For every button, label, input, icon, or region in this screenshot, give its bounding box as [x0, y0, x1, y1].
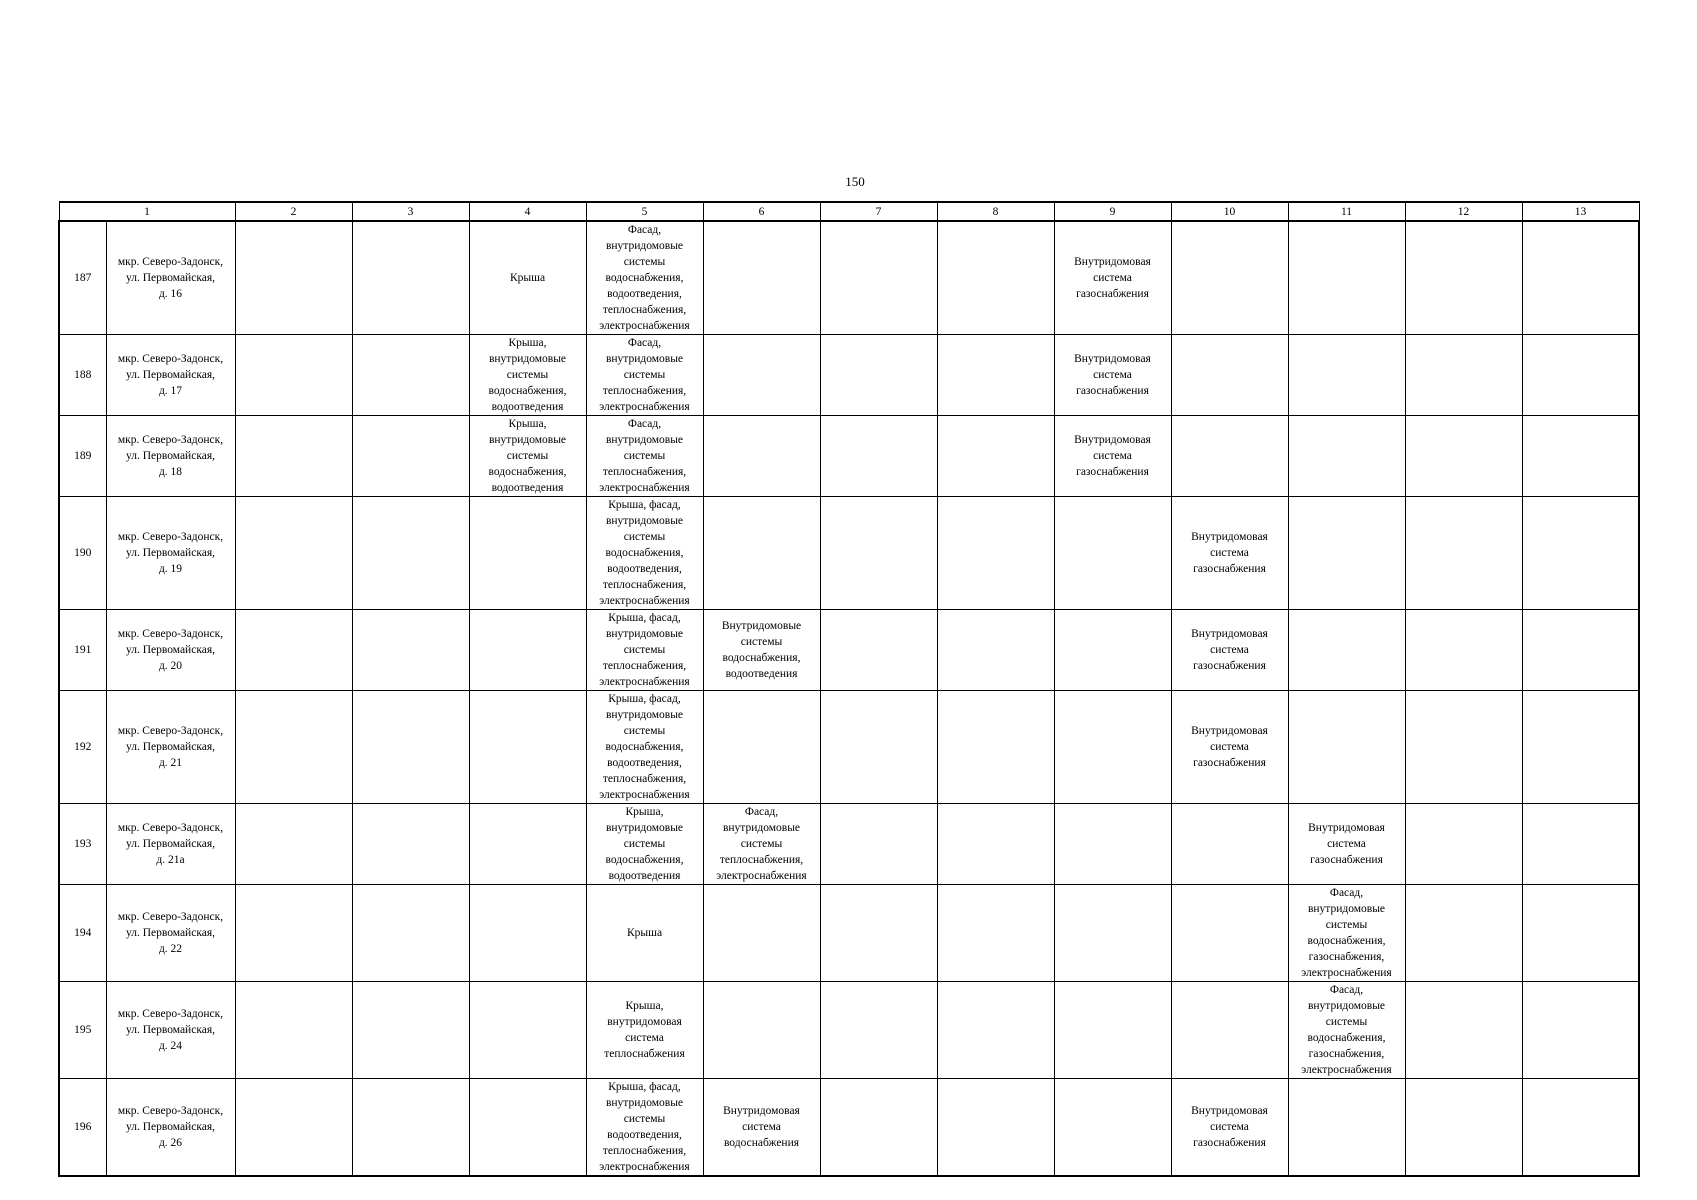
col3-cell	[352, 610, 469, 691]
col6-cell	[703, 1079, 820, 1177]
cell-text: Фасад, внутридомовые системы водоснабжения, водоотведения, теплоснабжения, электроснабжения	[599, 224, 690, 332]
cell-text: Фасад, внутридомовые системы водоснабжения, газоснабжения, электроснабжения	[1301, 887, 1392, 979]
table-row	[59, 610, 1639, 691]
col13-cell	[1522, 982, 1639, 1079]
col3-cell	[352, 221, 469, 335]
table-row	[59, 1079, 1639, 1177]
col7-cell	[820, 982, 937, 1079]
cell-text: Внутридомовая система газоснабжения	[1074, 256, 1151, 300]
col10-cell	[1171, 691, 1288, 804]
col5-cell	[586, 885, 703, 982]
row-number-cell	[59, 885, 106, 982]
col9-cell	[1054, 497, 1171, 610]
col8-cell	[937, 335, 1054, 416]
cell-text: 192	[74, 741, 92, 753]
col10-cell	[1171, 885, 1288, 982]
col2-cell	[235, 885, 352, 982]
column-header: 8	[937, 202, 1054, 221]
repair-schedule-table	[58, 201, 1640, 1177]
cell-text: Крыша, фасад, внутридомовые системы водоотведения, теплоснабжения, электроснабжения	[599, 1081, 690, 1173]
cell-text: 190	[74, 547, 92, 559]
cell-text: 194	[74, 927, 92, 939]
cell-text: Крыша, внутридомовые системы водоснабжения, водоотведения	[488, 418, 567, 494]
cell-text: Внутридомовая система газоснабжения	[1191, 628, 1268, 672]
col13-cell	[1522, 885, 1639, 982]
col11-cell	[1288, 497, 1405, 610]
col9-cell	[1054, 885, 1171, 982]
col5-cell	[586, 221, 703, 335]
col4-cell	[469, 497, 586, 610]
col5-cell	[586, 982, 703, 1079]
row-number-cell	[59, 610, 106, 691]
cell-text: Крыша	[626, 927, 663, 939]
col12-cell	[1405, 1079, 1522, 1177]
table-row	[59, 497, 1639, 610]
row-number-cell	[59, 335, 106, 416]
table-row	[59, 982, 1639, 1079]
col10-cell	[1171, 1079, 1288, 1177]
cell-text: 187	[74, 272, 92, 284]
col11-cell	[1288, 982, 1405, 1079]
col13-cell	[1522, 691, 1639, 804]
table-row	[59, 416, 1639, 497]
col8-cell	[937, 497, 1054, 610]
col7-cell	[820, 1079, 937, 1177]
col4-cell	[469, 335, 586, 416]
column-header: 5	[586, 202, 703, 221]
col3-cell	[352, 982, 469, 1079]
col13-cell	[1522, 610, 1639, 691]
col12-cell	[1405, 416, 1522, 497]
col5-cell	[586, 804, 703, 885]
column-header: 9	[1054, 202, 1171, 221]
cell-text: 193	[74, 838, 92, 850]
col8-cell	[937, 804, 1054, 885]
cell-text: Внутридомовая система газоснабжения	[1191, 1105, 1268, 1149]
col12-cell	[1405, 610, 1522, 691]
col5-cell	[586, 497, 703, 610]
col6-cell	[703, 610, 820, 691]
table-row	[59, 885, 1639, 982]
col11-cell	[1288, 221, 1405, 335]
cell-text: мкр. Северо-Задонск, ул. Первомайская, д. 21а	[117, 822, 224, 866]
col5-cell	[586, 416, 703, 497]
col3-cell	[352, 885, 469, 982]
row-number-cell	[59, 691, 106, 804]
cell-text: Внутридомовая система водоснабжения	[723, 1105, 800, 1149]
address-cell	[106, 804, 235, 885]
col7-cell	[820, 804, 937, 885]
cell-text: мкр. Северо-Задонск, ул. Первомайская, д. 19	[117, 531, 224, 575]
col9-cell	[1054, 416, 1171, 497]
col6-cell	[703, 885, 820, 982]
cell-text: 189	[74, 450, 92, 462]
col9-cell	[1054, 982, 1171, 1079]
page-number: 150	[845, 174, 865, 189]
col7-cell	[820, 885, 937, 982]
address-cell	[106, 221, 235, 335]
col8-cell	[937, 610, 1054, 691]
col9-cell	[1054, 691, 1171, 804]
col5-cell	[586, 610, 703, 691]
col8-cell	[937, 1079, 1054, 1177]
col6-cell	[703, 497, 820, 610]
col8-cell	[937, 221, 1054, 335]
row-number-cell	[59, 497, 106, 610]
col13-cell	[1522, 497, 1639, 610]
col7-cell	[820, 335, 937, 416]
col4-cell	[469, 982, 586, 1079]
address-cell	[106, 335, 235, 416]
col4-cell	[469, 221, 586, 335]
cell-text: Внутридомовые системы водоснабжения, водоотведения	[721, 620, 802, 680]
col8-cell	[937, 416, 1054, 497]
col13-cell	[1522, 1079, 1639, 1177]
column-header: 13	[1522, 202, 1639, 221]
column-header: 12	[1405, 202, 1522, 221]
col13-cell	[1522, 804, 1639, 885]
col2-cell	[235, 221, 352, 335]
column-header: 1	[59, 202, 235, 221]
cell-text: 188	[74, 369, 92, 381]
col11-cell	[1288, 804, 1405, 885]
col2-cell	[235, 497, 352, 610]
col6-cell	[703, 982, 820, 1079]
col3-cell	[352, 497, 469, 610]
table-row	[59, 804, 1639, 885]
col7-cell	[820, 610, 937, 691]
col2-cell	[235, 335, 352, 416]
cell-text: Крыша, внутридомовые системы водоснабжения, водоотведения	[605, 806, 684, 882]
cell-text: мкр. Северо-Задонск, ул. Первомайская, д. 16	[117, 256, 224, 300]
col9-cell	[1054, 221, 1171, 335]
cell-text: 196	[74, 1121, 92, 1133]
col9-cell	[1054, 804, 1171, 885]
row-number-cell	[59, 1079, 106, 1177]
table-row	[59, 221, 1639, 335]
col3-cell	[352, 335, 469, 416]
cell-text: мкр. Северо-Задонск, ул. Первомайская, д. 22	[117, 911, 224, 955]
col2-cell	[235, 804, 352, 885]
col12-cell	[1405, 982, 1522, 1079]
column-header: 7	[820, 202, 937, 221]
col10-cell	[1171, 221, 1288, 335]
row-number-cell	[59, 221, 106, 335]
col3-cell	[352, 416, 469, 497]
row-number-cell	[59, 804, 106, 885]
address-cell	[106, 416, 235, 497]
col2-cell	[235, 610, 352, 691]
cell-text: Фасад, внутридомовые системы водоснабжения, газоснабжения, электроснабжения	[1301, 984, 1392, 1076]
column-header: 3	[352, 202, 469, 221]
cell-text: Крыша, фасад, внутридомовые системы водоснабжения, водоотведения, теплоснабжения, электроснабжения	[599, 693, 690, 801]
cell-text: мкр. Северо-Задонск, ул. Первомайская, д. 24	[117, 1008, 224, 1052]
address-cell	[106, 610, 235, 691]
cell-text: Внутридомовая система газоснабжения	[1074, 353, 1151, 397]
column-header: 10	[1171, 202, 1288, 221]
col10-cell	[1171, 610, 1288, 691]
cell-text: Крыша, фасад, внутридомовые системы водоснабжения, водоотведения, теплоснабжения, электроснабжения	[599, 499, 690, 607]
col10-cell	[1171, 335, 1288, 416]
col5-cell	[586, 335, 703, 416]
col12-cell	[1405, 497, 1522, 610]
col7-cell	[820, 497, 937, 610]
col6-cell	[703, 416, 820, 497]
col8-cell	[937, 885, 1054, 982]
address-cell	[106, 1079, 235, 1177]
cell-text: Внутридомовая система газоснабжения	[1308, 822, 1385, 866]
row-number-cell	[59, 416, 106, 497]
col8-cell	[937, 691, 1054, 804]
row-number-cell	[59, 982, 106, 1079]
col6-cell	[703, 804, 820, 885]
col11-cell	[1288, 335, 1405, 416]
col10-cell	[1171, 497, 1288, 610]
col10-cell	[1171, 416, 1288, 497]
col4-cell	[469, 610, 586, 691]
col7-cell	[820, 691, 937, 804]
cell-text: Внутридомовая система газоснабжения	[1191, 725, 1268, 769]
col3-cell	[352, 691, 469, 804]
col4-cell	[469, 885, 586, 982]
col12-cell	[1405, 885, 1522, 982]
cell-text: Внутридомовая система газоснабжения	[1191, 531, 1268, 575]
col12-cell	[1405, 691, 1522, 804]
col12-cell	[1405, 335, 1522, 416]
col11-cell	[1288, 885, 1405, 982]
col4-cell	[469, 1079, 586, 1177]
col11-cell	[1288, 610, 1405, 691]
col11-cell	[1288, 691, 1405, 804]
col6-cell	[703, 221, 820, 335]
cell-text: Фасад, внутридомовые системы теплоснабжения, электроснабжения	[716, 806, 807, 882]
col10-cell	[1171, 982, 1288, 1079]
col7-cell	[820, 221, 937, 335]
column-header: 11	[1288, 202, 1405, 221]
col8-cell	[937, 982, 1054, 1079]
cell-text: мкр. Северо-Задонск, ул. Первомайская, д. 26	[117, 1105, 224, 1149]
column-header: 6	[703, 202, 820, 221]
cell-text: Фасад, внутридомовые системы теплоснабжения, электроснабжения	[599, 337, 690, 413]
cell-text: Крыша, фасад, внутридомовые системы теплоснабжения, электроснабжения	[599, 612, 690, 688]
table-row	[59, 335, 1639, 416]
col11-cell	[1288, 416, 1405, 497]
col10-cell	[1171, 804, 1288, 885]
col2-cell	[235, 691, 352, 804]
cell-text: Крыша, внутридомовые системы водоснабжения, водоотведения	[488, 337, 567, 413]
cell-text: 195	[74, 1024, 92, 1036]
col9-cell	[1054, 1079, 1171, 1177]
cell-text: мкр. Северо-Задонск, ул. Первомайская, д. 18	[117, 434, 224, 478]
col13-cell	[1522, 335, 1639, 416]
col9-cell	[1054, 335, 1171, 416]
column-header: 4	[469, 202, 586, 221]
col12-cell	[1405, 221, 1522, 335]
address-cell	[106, 982, 235, 1079]
address-cell	[106, 691, 235, 804]
cell-text: мкр. Северо-Задонск, ул. Первомайская, д. 20	[117, 628, 224, 672]
col2-cell	[235, 982, 352, 1079]
cell-text: мкр. Северо-Задонск, ул. Первомайская, д. 21	[117, 725, 224, 769]
col11-cell	[1288, 1079, 1405, 1177]
col7-cell	[820, 416, 937, 497]
col4-cell	[469, 804, 586, 885]
address-cell	[106, 885, 235, 982]
cell-text: Фасад, внутридомовые системы теплоснабжения, электроснабжения	[599, 418, 690, 494]
cell-text: 191	[74, 644, 92, 656]
column-header: 2	[235, 202, 352, 221]
col6-cell	[703, 335, 820, 416]
address-cell	[106, 497, 235, 610]
col4-cell	[469, 691, 586, 804]
cell-text: Крыша, внутридомовая система теплоснабжения	[604, 1000, 685, 1060]
col3-cell	[352, 1079, 469, 1177]
col6-cell	[703, 691, 820, 804]
cell-text: Крыша	[509, 272, 546, 284]
col2-cell	[235, 1079, 352, 1177]
col12-cell	[1405, 804, 1522, 885]
col3-cell	[352, 804, 469, 885]
table-row	[59, 691, 1639, 804]
col13-cell	[1522, 416, 1639, 497]
col13-cell	[1522, 221, 1639, 335]
col2-cell	[235, 416, 352, 497]
cell-text: Внутридомовая система газоснабжения	[1074, 434, 1151, 478]
table-header-row	[59, 202, 1639, 221]
col5-cell	[586, 1079, 703, 1177]
col9-cell	[1054, 610, 1171, 691]
col4-cell	[469, 416, 586, 497]
col5-cell	[586, 691, 703, 804]
cell-text: мкр. Северо-Задонск, ул. Первомайская, д. 17	[117, 353, 224, 397]
